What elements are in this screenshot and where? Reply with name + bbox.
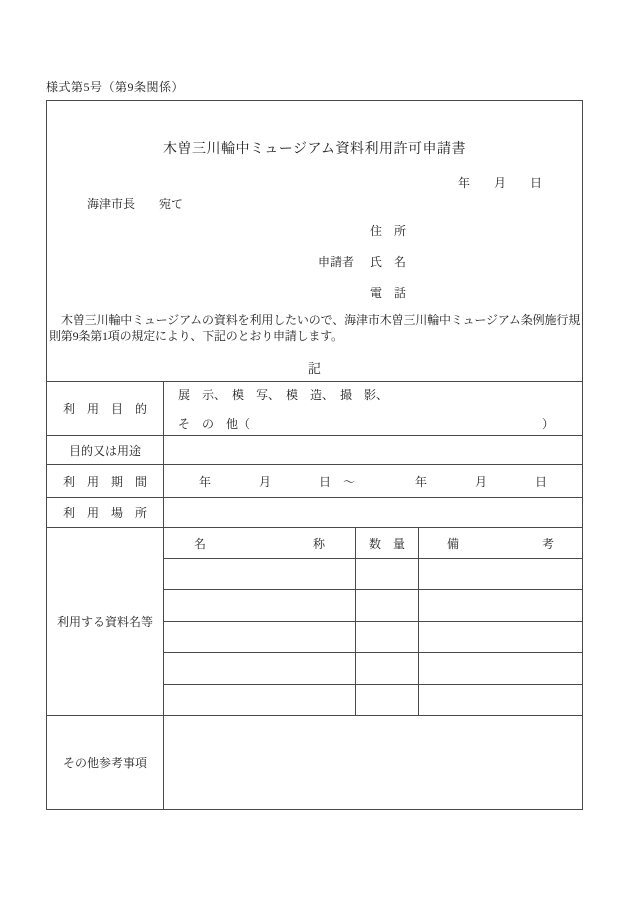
name-header-right: 称: [312, 536, 325, 551]
applicant-address-label: 住 所: [370, 224, 407, 238]
material-name-cell: [164, 590, 356, 620]
material-qty-cell: [356, 559, 419, 589]
material-row: [164, 653, 582, 684]
place-label: 利 用 場 所: [47, 498, 164, 527]
material-qty-cell: [356, 590, 419, 620]
use-label: 目的又は用途: [47, 436, 164, 464]
section-heading-ki: 記: [307, 361, 321, 376]
remarks-label: その他参考事項: [47, 716, 164, 809]
material-row: [164, 559, 582, 590]
note-header-right: 考: [541, 536, 554, 551]
material-row: [164, 590, 582, 621]
period-value-cell: [164, 465, 582, 497]
materials-header-row: [164, 528, 582, 559]
material-name-cell: [164, 653, 356, 683]
date-line: 年 月 日: [457, 176, 542, 190]
material-note-cell: [419, 590, 582, 620]
material-note-cell: [419, 559, 582, 589]
material-name-cell: [164, 559, 356, 589]
material-qty-cell: [356, 622, 419, 652]
purpose-options: 展 示、 模 写、 模 造、 撮 影、: [178, 388, 389, 402]
material-qty-cell: [356, 685, 419, 715]
applicant-label: 申請者: [318, 255, 355, 269]
purpose-content: [164, 382, 582, 435]
place-value-cell: [164, 498, 582, 527]
applicant-section: [318, 222, 406, 301]
use-row: [47, 435, 582, 464]
quantity-column-header: [356, 528, 419, 558]
materials-row: [47, 527, 582, 715]
note-header-left: 備: [447, 536, 460, 551]
purpose-other-close: ）: [541, 417, 554, 431]
purpose-other: [178, 418, 554, 430]
material-name-cell: [164, 685, 356, 715]
place-row: [47, 497, 582, 527]
note-column-header: [419, 528, 582, 558]
body-paragraph: 木曽三川輪中ミュージアムの資料を利用したいので、海津市木曽三川輪中ミュージアム条例施行規則第9条第1項の規定により、下記のとおり申請します。: [49, 313, 580, 343]
materials-label: 利用する資料名等: [47, 528, 164, 715]
purpose-label: 利 用 目 的: [47, 382, 164, 435]
purpose-other-open: そ の 他（: [178, 417, 251, 431]
applicant-phone-label: 電 話: [370, 286, 407, 300]
quantity-header-text: 数 量: [368, 536, 405, 551]
material-name-cell: [164, 622, 356, 652]
name-column-header: [164, 528, 356, 558]
period-label: 利 用 期 間: [47, 465, 164, 497]
materials-table: [164, 528, 582, 715]
applicant-fields: [370, 222, 406, 301]
form-number-label: 様式第5号（第9条関係）: [46, 80, 185, 94]
material-row: [164, 685, 582, 715]
remarks-value-cell: [164, 716, 582, 809]
material-qty-cell: [356, 653, 419, 683]
addressee-line: 海津市長 宛て: [87, 197, 184, 211]
remarks-row: [47, 715, 582, 809]
application-table: [47, 381, 582, 809]
material-note-cell: [419, 653, 582, 683]
period-value: 年 月 日 ～ 年 月 日: [198, 474, 547, 489]
form-title: 木曽三川輪中ミュージアム資料利用許可申請書: [163, 142, 466, 157]
purpose-row: [47, 381, 582, 435]
material-note-cell: [419, 685, 582, 715]
use-value-cell: [164, 436, 582, 464]
name-header-left: 名: [194, 536, 207, 551]
period-row: [47, 464, 582, 497]
material-row: [164, 622, 582, 653]
materials-content: [164, 528, 582, 715]
material-note-cell: [419, 622, 582, 652]
applicant-name-label: 氏 名: [370, 255, 407, 269]
form-border-box: [46, 100, 583, 810]
